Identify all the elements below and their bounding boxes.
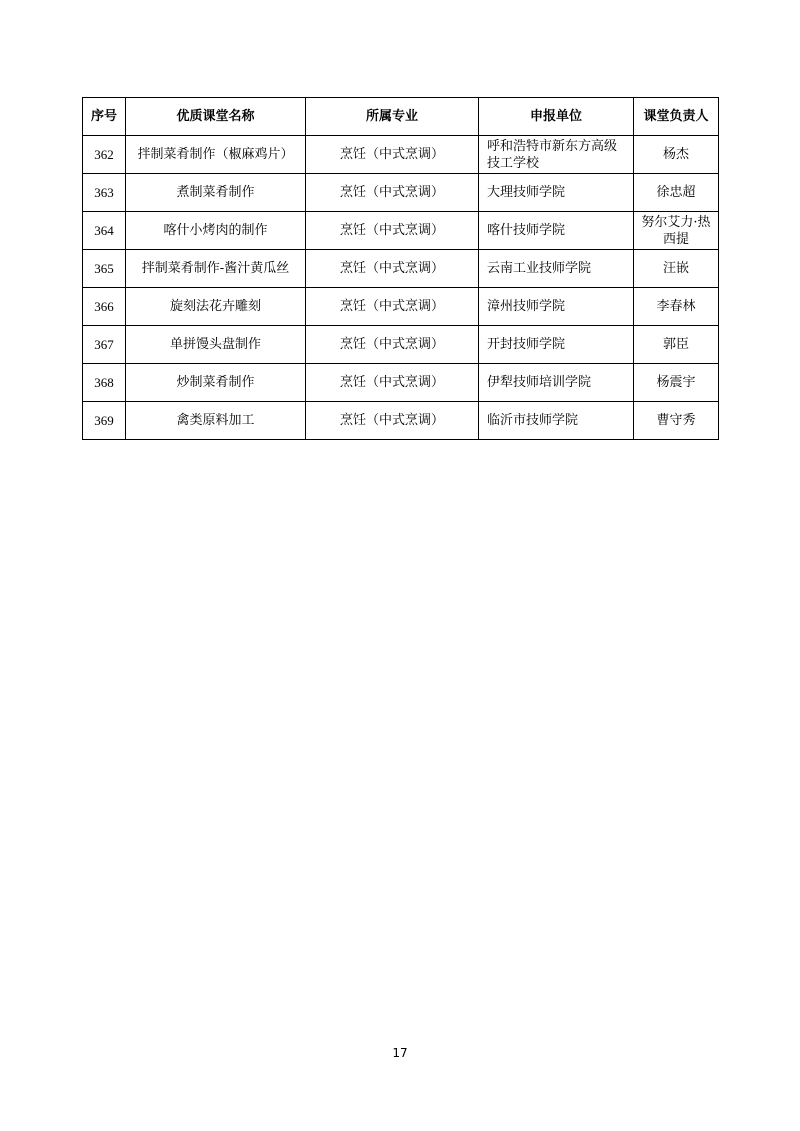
table-row [83,326,719,364]
cell-course: 炒制菜肴制作 [126,364,306,402]
cell-unit: 开封技师学院 [479,326,634,364]
cell-course: 煮制菜肴制作 [126,174,306,212]
cell-unit: 漳州技师学院 [479,288,634,326]
cell-index: 362 [83,136,126,174]
cell-lead: 杨杰 [634,136,719,174]
cell-course: 喀什小烤肉的制作 [126,212,306,250]
cell-unit: 伊犁技师培训学院 [479,364,634,402]
cell-course: 拌制菜肴制作-酱汁黄瓜丝 [126,250,306,288]
cell-major: 烹饪（中式烹调） [306,364,479,402]
cell-major: 烹饪（中式烹调） [306,326,479,364]
cell-index: 366 [83,288,126,326]
cell-lead: 郭臣 [634,326,719,364]
cell-major: 烹饪（中式烹调） [306,136,479,174]
cell-course: 旋刻法花卉雕刻 [126,288,306,326]
cell-unit: 大理技师学院 [479,174,634,212]
table-row [83,402,719,440]
header-major: 所属专业 [306,98,479,136]
table-row [83,364,719,402]
cell-lead: 曹守秀 [634,402,719,440]
table-row [83,174,719,212]
cell-unit: 临沂市技师学院 [479,402,634,440]
cell-major: 烹饪（中式烹调） [306,212,479,250]
cell-index: 369 [83,402,126,440]
cell-index: 364 [83,212,126,250]
cell-course: 拌制菜肴制作（椒麻鸡片） [126,136,306,174]
cell-major: 烹饪（中式烹调） [306,402,479,440]
cell-course: 单拼馒头盘制作 [126,326,306,364]
cell-unit: 喀什技师学院 [479,212,634,250]
cell-index: 367 [83,326,126,364]
cell-lead: 汪嵌 [634,250,719,288]
header-course: 优质课堂名称 [126,98,306,136]
header-lead: 课堂负责人 [634,98,719,136]
cell-lead: 杨震宇 [634,364,719,402]
cell-index: 365 [83,250,126,288]
table-row [83,136,719,174]
cell-lead: 徐忠超 [634,174,719,212]
cell-unit: 云南工业技师学院 [479,250,634,288]
cell-index: 363 [83,174,126,212]
table-header-row [83,98,719,136]
course-table [82,97,719,440]
page-number: 17 [392,1046,408,1060]
table-row [83,212,719,250]
cell-major: 烹饪（中式烹调） [306,174,479,212]
cell-course: 禽类原料加工 [126,402,306,440]
table-row [83,250,719,288]
cell-index: 368 [83,364,126,402]
cell-lead: 努尔艾力·热西提 [634,212,719,250]
cell-lead: 李春林 [634,288,719,326]
table-row [83,288,719,326]
header-index: 序号 [83,98,126,136]
cell-major: 烹饪（中式烹调） [306,250,479,288]
header-unit: 申报单位 [479,98,634,136]
cell-unit: 呼和浩特市新东方高级技工学校 [479,136,634,174]
cell-major: 烹饪（中式烹调） [306,288,479,326]
